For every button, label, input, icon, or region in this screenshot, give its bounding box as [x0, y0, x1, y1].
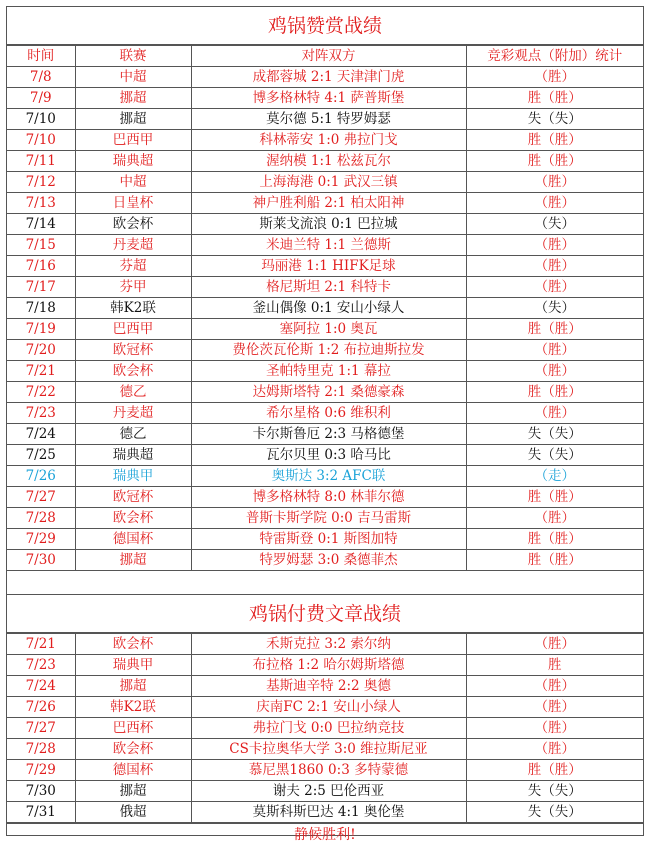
date-cell: 7/17 [7, 277, 75, 298]
date-cell: 7/22 [7, 382, 75, 403]
match-cell: 博多格林特 8:0 林菲尔德 [191, 487, 466, 508]
table-row [7, 760, 643, 781]
league-cell: 挪超 [75, 676, 191, 697]
league-cell: 德乙 [75, 424, 191, 445]
table-row [7, 676, 643, 697]
match-cell: 圣帕特里克 1:1 幕拉 [191, 361, 466, 382]
match-cell: 费伦茨瓦伦斯 1:2 布拉迪斯拉发 [191, 340, 466, 361]
league-cell: 巴西甲 [75, 130, 191, 151]
league-cell: 挪超 [75, 109, 191, 130]
result-cell: （胜） [466, 634, 643, 655]
league-cell: 日皇杯 [75, 193, 191, 214]
table-row [7, 235, 643, 256]
result-cell: （胜） [466, 172, 643, 193]
header-time: 时间 [7, 46, 75, 67]
result-cell: 胜（胜） [466, 550, 643, 571]
result-cell: （胜） [466, 193, 643, 214]
result-cell: （失） [466, 214, 643, 235]
league-cell: 韩K2联 [75, 697, 191, 718]
league-cell: 欧冠杯 [75, 487, 191, 508]
result-cell: 胜（胜） [466, 760, 643, 781]
league-cell: 中超 [75, 67, 191, 88]
match-cell: 布拉格 1:2 哈尔姆斯塔德 [191, 655, 466, 676]
match-cell: 博多格林特 4:1 萨普斯堡 [191, 88, 466, 109]
table-row [7, 634, 643, 655]
result-cell: 胜（胜） [466, 130, 643, 151]
date-cell: 7/26 [7, 466, 75, 487]
table-row [7, 655, 643, 676]
league-cell: 巴西杯 [75, 718, 191, 739]
table-row [7, 130, 643, 151]
league-cell: 挪超 [75, 781, 191, 802]
table-row [7, 781, 643, 802]
table-row [7, 172, 643, 193]
table-row [7, 739, 643, 760]
result-cell: （胜） [466, 361, 643, 382]
date-cell: 7/23 [7, 655, 75, 676]
result-cell: 胜（胜） [466, 151, 643, 172]
result-cell: 胜（胜） [466, 88, 643, 109]
match-cell: 玛丽港 1:1 HIFK足球 [191, 256, 466, 277]
league-cell: 巴西甲 [75, 319, 191, 340]
section2-rows [7, 634, 643, 823]
date-cell: 7/31 [7, 802, 75, 823]
section2-table [7, 633, 643, 823]
league-cell: 芬甲 [75, 277, 191, 298]
table-row [7, 214, 643, 235]
league-cell: 欧会杯 [75, 508, 191, 529]
header-league: 联赛 [75, 46, 191, 67]
date-cell: 7/8 [7, 67, 75, 88]
date-cell: 7/30 [7, 550, 75, 571]
result-cell: （走） [466, 466, 643, 487]
league-cell: 欧会杯 [75, 361, 191, 382]
table-row [7, 466, 643, 487]
match-cell: 渥纳模 1:1 松兹瓦尔 [191, 151, 466, 172]
match-cell: 普斯卡斯学院 0:0 吉马雷斯 [191, 508, 466, 529]
header-match: 对阵双方 [191, 46, 466, 67]
header-stat: 竞彩观点（附加）统计 [466, 46, 643, 67]
league-cell: 韩K2联 [75, 298, 191, 319]
match-cell: 谢夫 2:5 巴伦西亚 [191, 781, 466, 802]
date-cell: 7/27 [7, 487, 75, 508]
date-cell: 7/14 [7, 214, 75, 235]
match-cell: 希尔星格 0:6 维积利 [191, 403, 466, 424]
result-cell: （胜） [466, 508, 643, 529]
section1-table [7, 45, 643, 571]
table-row [7, 88, 643, 109]
match-cell: 瓦尔贝里 0:3 哈马比 [191, 445, 466, 466]
result-cell: （胜） [466, 676, 643, 697]
table-row [7, 298, 643, 319]
date-cell: 7/30 [7, 781, 75, 802]
league-cell: 欧会杯 [75, 739, 191, 760]
result-cell: （胜） [466, 235, 643, 256]
result-cell: （胜） [466, 340, 643, 361]
date-cell: 7/28 [7, 739, 75, 760]
league-cell: 中超 [75, 172, 191, 193]
result-cell: （胜） [466, 403, 643, 424]
match-cell: 庆南FC 2:1 安山小绿人 [191, 697, 466, 718]
date-cell: 7/13 [7, 193, 75, 214]
result-cell: 失（失） [466, 802, 643, 823]
date-cell: 7/19 [7, 319, 75, 340]
table-row [7, 109, 643, 130]
date-cell: 7/11 [7, 151, 75, 172]
match-cell: CS卡拉奥华大学 3:0 维拉斯尼亚 [191, 739, 466, 760]
section1-rows [7, 67, 643, 571]
table-row [7, 382, 643, 403]
table-row [7, 361, 643, 382]
date-cell: 7/27 [7, 718, 75, 739]
league-cell: 芬超 [75, 256, 191, 277]
date-cell: 7/26 [7, 697, 75, 718]
date-cell: 7/29 [7, 529, 75, 550]
date-cell: 7/10 [7, 130, 75, 151]
date-cell: 7/16 [7, 256, 75, 277]
date-cell: 7/24 [7, 676, 75, 697]
league-cell: 德乙 [75, 382, 191, 403]
date-cell: 7/24 [7, 424, 75, 445]
league-cell: 瑞典超 [75, 445, 191, 466]
league-cell: 俄超 [75, 802, 191, 823]
result-cell: （胜） [466, 739, 643, 760]
table-row [7, 550, 643, 571]
result-cell: 胜（胜） [466, 487, 643, 508]
table-row [7, 277, 643, 298]
match-cell: 塞阿拉 1:0 奥瓦 [191, 319, 466, 340]
league-cell: 瑞典甲 [75, 655, 191, 676]
match-cell: 达姆斯塔特 2:1 桑德豪森 [191, 382, 466, 403]
league-cell: 丹麦超 [75, 403, 191, 424]
table-row [7, 487, 643, 508]
date-cell: 7/12 [7, 172, 75, 193]
result-cell: （失） [466, 298, 643, 319]
date-cell: 7/20 [7, 340, 75, 361]
result-cell: 胜 [466, 655, 643, 676]
league-cell: 欧会杯 [75, 634, 191, 655]
match-cell: 禾斯克拉 3:2 索尔纳 [191, 634, 466, 655]
date-cell: 7/28 [7, 508, 75, 529]
table-row [7, 403, 643, 424]
league-cell: 瑞典甲 [75, 466, 191, 487]
table-row [7, 529, 643, 550]
match-cell: 特雷斯登 0:1 斯图加特 [191, 529, 466, 550]
result-cell: 失（失） [466, 109, 643, 130]
date-cell: 7/18 [7, 298, 75, 319]
result-cell: 胜（胜） [466, 319, 643, 340]
result-cell: （胜） [466, 67, 643, 88]
table-row [7, 256, 643, 277]
result-cell: （胜） [466, 256, 643, 277]
match-cell: 格尼斯坦 2:1 科特卡 [191, 277, 466, 298]
league-cell: 德国杯 [75, 529, 191, 550]
table-row [7, 508, 643, 529]
table-row [7, 151, 643, 172]
table-row [7, 67, 643, 88]
match-cell: 成都蓉城 2:1 天津津门虎 [191, 67, 466, 88]
match-cell: 斯莱戈流浪 0:1 巴拉城 [191, 214, 466, 235]
match-cell: 慕尼黑1860 0:3 多特蒙德 [191, 760, 466, 781]
date-cell: 7/21 [7, 361, 75, 382]
section2-title: 鸡锅付费文章战绩 [7, 595, 643, 633]
match-cell: 基斯迪辛特 2:2 奥德 [191, 676, 466, 697]
match-cell: 卡尔斯鲁厄 2:3 马格德堡 [191, 424, 466, 445]
table-row [7, 697, 643, 718]
footer-text: 静候胜利! [7, 823, 643, 845]
league-cell: 欧冠杯 [75, 340, 191, 361]
result-cell: 胜（胜） [466, 382, 643, 403]
league-cell: 瑞典超 [75, 151, 191, 172]
table-row [7, 340, 643, 361]
match-cell: 莫斯科斯巴达 4:1 奥伦堡 [191, 802, 466, 823]
league-cell: 挪超 [75, 550, 191, 571]
result-cell: （胜） [466, 277, 643, 298]
result-cell: 失（失） [466, 445, 643, 466]
date-cell: 7/21 [7, 634, 75, 655]
table-row [7, 802, 643, 823]
table-row [7, 718, 643, 739]
table-row [7, 319, 643, 340]
match-cell: 特罗姆瑟 3:0 桑德菲杰 [191, 550, 466, 571]
header-row [7, 46, 643, 67]
table-row [7, 424, 643, 445]
match-cell: 莫尔德 5:1 特罗姆瑟 [191, 109, 466, 130]
league-cell: 德国杯 [75, 760, 191, 781]
match-cell: 弗拉门戈 0:0 巴拉纳竞技 [191, 718, 466, 739]
match-cell: 奥斯达 3:2 AFC联 [191, 466, 466, 487]
date-cell: 7/25 [7, 445, 75, 466]
league-cell: 丹麦超 [75, 235, 191, 256]
match-cell: 米迪兰特 1:1 兰德斯 [191, 235, 466, 256]
match-cell: 釜山偶像 0:1 安山小绿人 [191, 298, 466, 319]
league-cell: 挪超 [75, 88, 191, 109]
record-sheet [6, 6, 644, 843]
date-cell: 7/9 [7, 88, 75, 109]
result-cell: 失（失） [466, 781, 643, 802]
date-cell: 7/29 [7, 760, 75, 781]
date-cell: 7/10 [7, 109, 75, 130]
section-spacer [7, 571, 643, 595]
match-cell: 上海海港 0:1 武汉三镇 [191, 172, 466, 193]
result-cell: （胜） [466, 697, 643, 718]
section1-title: 鸡锅赞赏战绩 [7, 7, 643, 45]
result-cell: 失（失） [466, 424, 643, 445]
table-row [7, 445, 643, 466]
table-row [7, 193, 643, 214]
result-cell: 胜（胜） [466, 529, 643, 550]
match-cell: 科林蒂安 1:0 弗拉门戈 [191, 130, 466, 151]
match-cell: 神户胜利船 2:1 柏太阳神 [191, 193, 466, 214]
league-cell: 欧会杯 [75, 214, 191, 235]
date-cell: 7/15 [7, 235, 75, 256]
date-cell: 7/23 [7, 403, 75, 424]
result-cell: （胜） [466, 718, 643, 739]
